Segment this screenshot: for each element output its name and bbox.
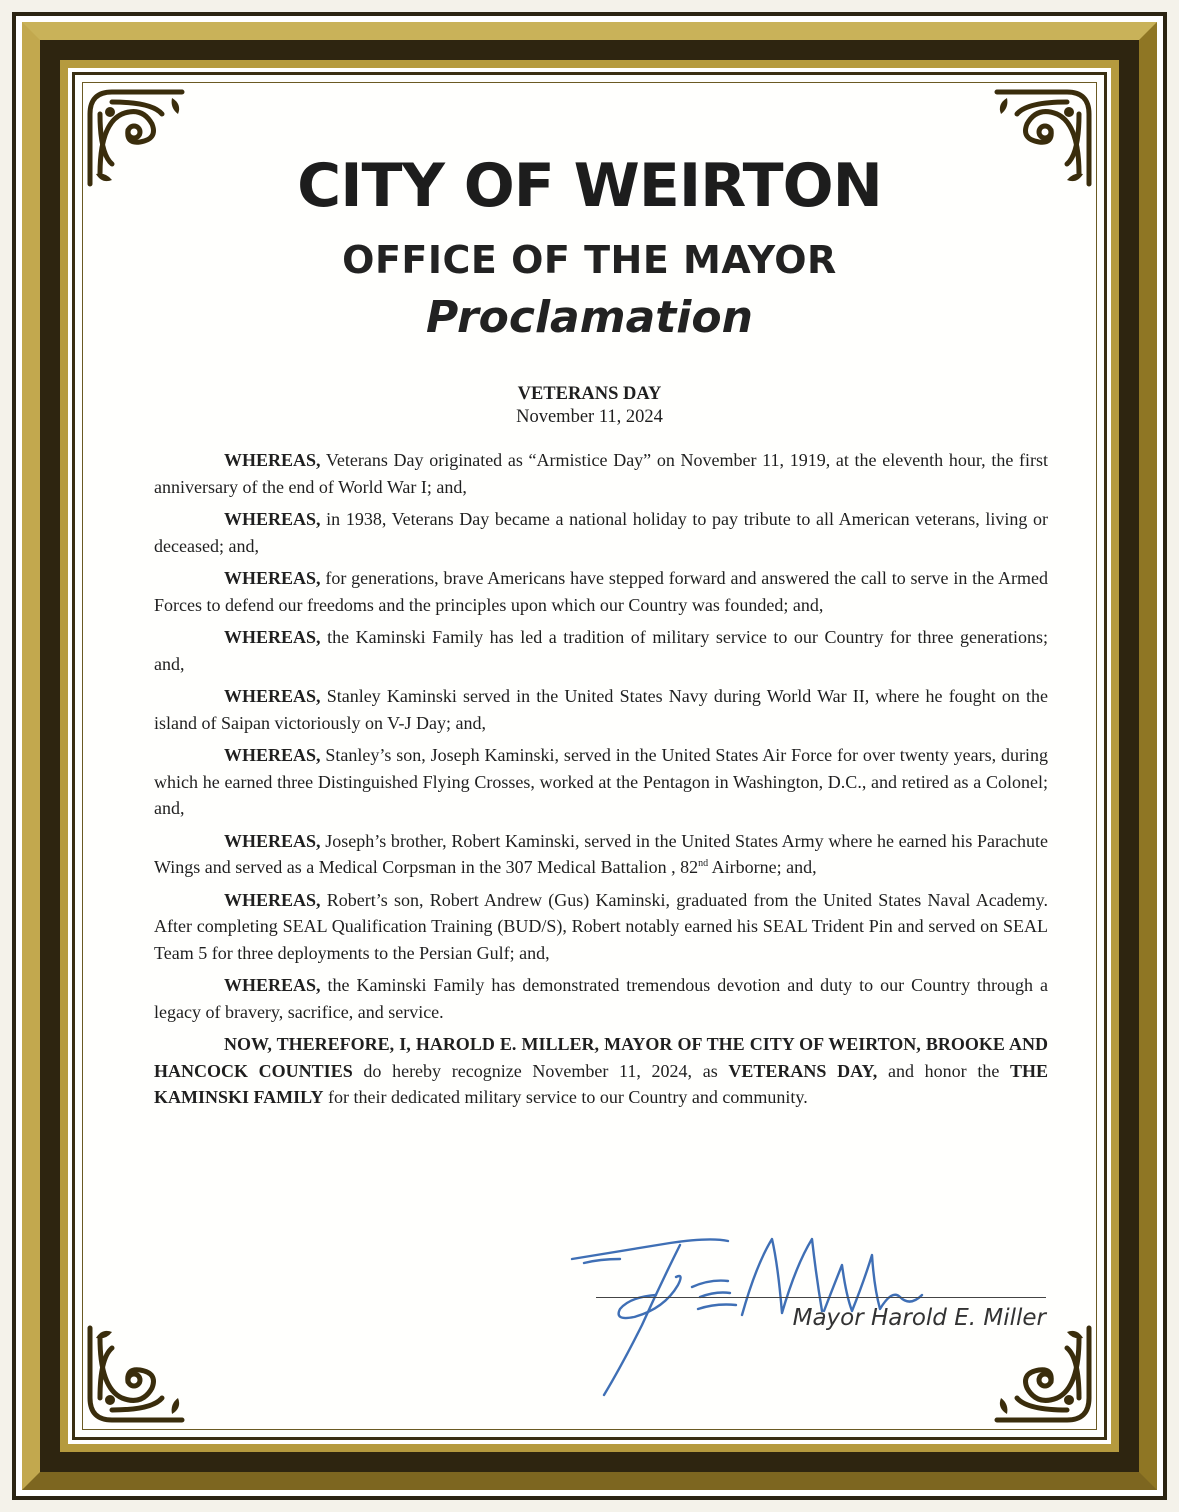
whereas-keyword: WHEREAS, — [224, 509, 321, 529]
paragraph-text: Veterans Day originated as “Armistice Day” on November 11, 1919, at the eleventh hour, the first anniversary of the end of World War I; and, — [154, 450, 1048, 497]
resolution-paragraph — [154, 1031, 1048, 1111]
whereas-keyword: WHEREAS, — [224, 975, 321, 995]
whereas-keyword: WHEREAS, — [224, 830, 321, 851]
paragraph-text: the Kaminski Family has demonstrated tremendous devotion and duty to our Country through a legacy of bravery, sacrifice, and service. — [154, 975, 1048, 1022]
whereas-keyword: WHEREAS, — [224, 627, 321, 647]
paragraph-text: for generations, brave Americans have stepped forward and answered the call to serve in the Armed Forces to defend our freedoms and the principles upon which our Country was founded; and, — [154, 568, 1048, 615]
proclamation-body — [154, 447, 1048, 1117]
whereas-paragraph — [154, 506, 1048, 559]
corner-ornament-icon — [82, 1318, 192, 1428]
whereas-paragraph — [154, 828, 1048, 881]
paragraph-text: in 1938, Veterans Day became a national holiday to pay tribute to all American veterans, living or deceased; and, — [154, 509, 1048, 556]
whereas-keyword: WHEREAS, — [224, 745, 321, 765]
city-name: CITY OF WEIRTON — [297, 151, 882, 221]
ordinal-suffix: nd — [698, 858, 709, 869]
occasion-date: November 11, 2024 — [516, 407, 663, 427]
whereas-keyword: WHEREAS, — [224, 686, 321, 706]
document-type: Proclamation — [426, 292, 753, 343]
paragraph-text: Stanley’s son, Joseph Kaminski, served in the United States Air Force for over twenty years, during which he earned three Distinguished Flying Crosses, worked at the Pentagon in Washington, D.C., and retired as a Colonel; and, — [154, 745, 1048, 818]
whereas-paragraph — [154, 565, 1048, 618]
resolution-text: and honor the — [877, 1060, 1010, 1081]
honoree-name: THE KAMINSKI FAMILY — [154, 1060, 1049, 1107]
whereas-keyword: WHEREAS, — [224, 568, 321, 588]
paragraph-text: the Kaminski Family has led a tradition of military service to our Country for three generations; and, — [154, 627, 1048, 674]
whereas-paragraph — [154, 887, 1048, 967]
whereas-paragraph — [154, 447, 1048, 500]
whereas-paragraph — [154, 624, 1048, 677]
resolution-text: do hereby recognize November 11, 2024, as — [352, 1060, 729, 1081]
signature-line — [596, 1297, 1046, 1298]
whereas-paragraph — [154, 742, 1048, 822]
resolution-lead: NOW, THEREFORE, I, HAROLD E. MILLER, MAYOR OF THE CITY OF WEIRTON, BROOKE AND HANCOCK COUNTIES — [154, 1034, 1048, 1081]
whereas-paragraph — [154, 683, 1048, 736]
signature-block — [560, 1225, 1060, 1405]
whereas-keyword: WHEREAS, — [224, 450, 321, 470]
office-name: OFFICE OF THE MAYOR — [342, 238, 837, 282]
letterhead — [0, 150, 1179, 346]
whereas-paragraph — [154, 972, 1048, 1025]
occasion-block — [0, 383, 1179, 429]
signatory-name: Mayor Harold E. Miller — [792, 1305, 1046, 1331]
whereas-keyword: WHEREAS, — [224, 889, 321, 910]
paragraph-text-tail: Airborne; and, — [708, 857, 817, 877]
resolution-text: for their dedicated military service to our Country and community. — [323, 1087, 808, 1107]
holiday-name: VETERANS DAY, — [728, 1060, 878, 1081]
paragraph-text: Robert’s son, Robert Andrew (Gus) Kaminski, graduated from the United States Naval Academy. After completing SEAL Qualification Training (BUD/S), Robert notably earned his SEAL Trident Pin and served on SEAL Team 5 for three deployments to the Persian Gulf; and, — [154, 889, 1048, 963]
paragraph-text: Joseph’s brother, Robert Kaminski, served in the United States Army where he earned his Parachute Wings and served as a Medical Corpsman in the 307 Medical Battalion , 82 — [154, 830, 1048, 877]
occasion-title: VETERANS DAY — [517, 384, 662, 404]
paragraph-text: Stanley Kaminski served in the United States Navy during World War II, where he fought on the island of Saipan victoriously on V-J Day; and, — [154, 686, 1048, 733]
